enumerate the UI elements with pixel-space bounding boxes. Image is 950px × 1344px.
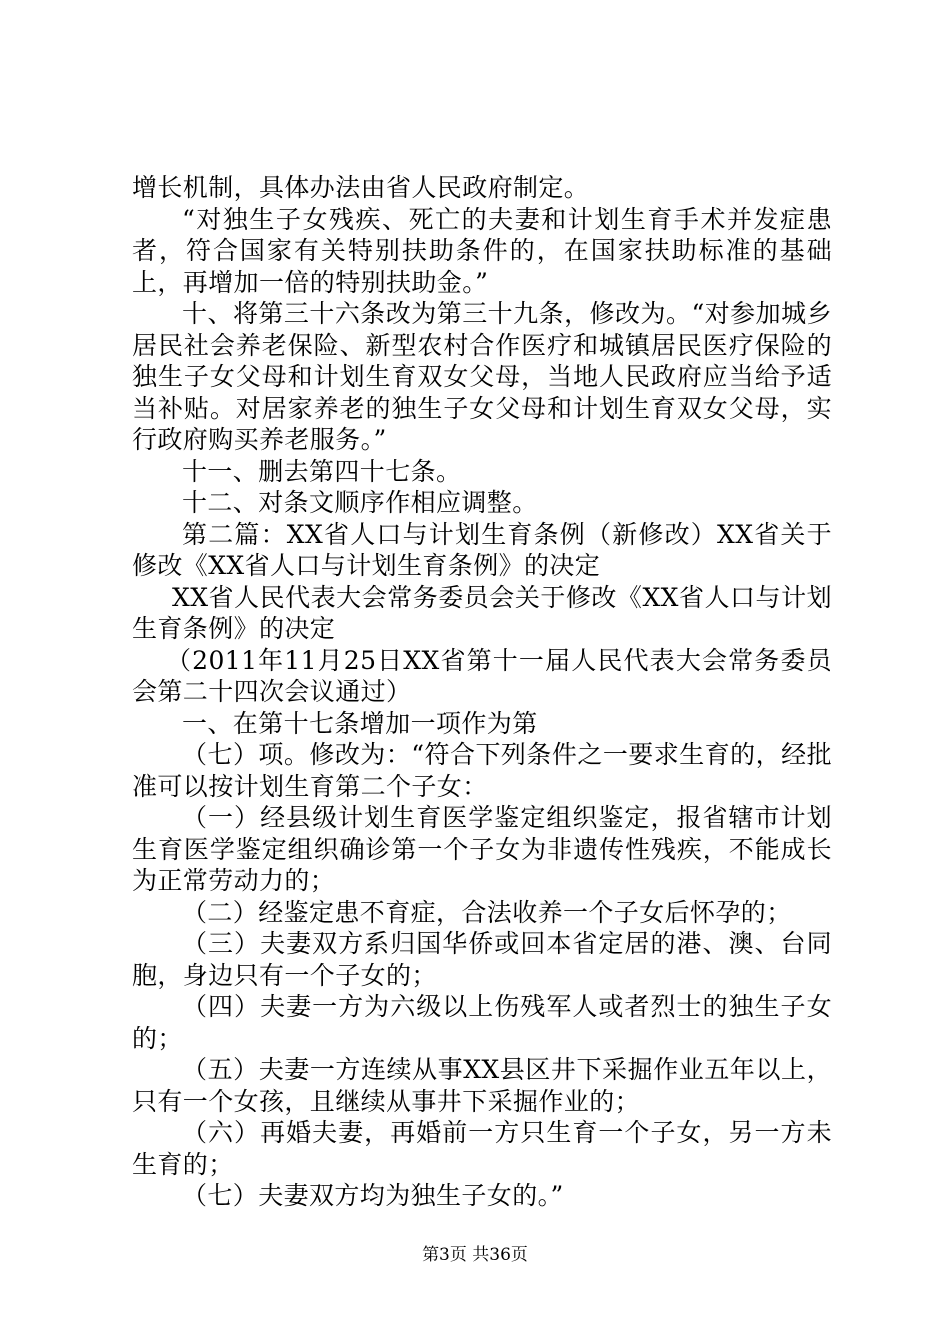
paragraph-5: 十二、对条文顺序作相应调整。 (182, 488, 538, 517)
paragraph-15: （五）夫妻一方连续从事XX县区井下采掘作业五年以上，只有一个女孩，且继续从事井下采掘作业的； (132, 1055, 832, 1116)
document-body (132, 172, 832, 1212)
paragraph-14: （四）夫妻一方为六级以上伤残军人或者烈士的独生子女的； (132, 992, 832, 1053)
paragraph-8: （2011年11月25日XX省第十一届人民代表大会常务委员会第二十四次会议通过） (132, 645, 832, 706)
paragraph-2: “对独生子女残疾、死亡的夫妻和计划生育手术并发症患者，符合国家有关特别扶助条件的，在国家扶助标准的基础上，再增加一倍的特别扶助金。” (132, 204, 832, 297)
paragraph-6: 第二篇：XX省人口与计划生育条例（新修改）XX省关于修改《XX省人口与计划生育条例》的决定 (132, 519, 832, 580)
paragraph-7: XX省人民代表大会常务委员会关于修改《XX省人口与计划生育条例》的决定 (132, 582, 832, 643)
paragraph-3: 十、将第三十六条改为第三十九条，修改为。“对参加城乡居民社会养老保险、新型农村合作医疗和城镇居民医疗保险的独生子女父母和计划生育双女父母，当地人民政府应当给予适当补贴。对居家养老的独生子女父母和计划生育双女父母，实行政府购买养老服务。” (132, 299, 832, 454)
paragraph-16: （六）再婚夫妻，再婚前一方只生育一个子女，另一方未生育的； (132, 1118, 832, 1179)
paragraph-17: （七）夫妻双方均为独生子女的。” (182, 1181, 564, 1210)
paragraph-4: 十一、删去第四十七条。 (182, 456, 462, 486)
paragraph-1: 增长机制，具体办法由省人民政府制定。 (132, 173, 590, 202)
paragraph-9: 一、在第十七条增加一项作为第 (182, 708, 538, 738)
paragraph-10: （七）项。修改为：“符合下列条件之一要求生育的，经批准可以按计划生育第二个子女： (132, 740, 832, 801)
paragraph-11: （一）经县级计划生育医学鉴定组织鉴定，报省辖市计划生育医学鉴定组织确诊第一个子女为非遗传性残疾，不能成长为正常劳动力的； (132, 803, 832, 895)
paragraph-12: （二）经鉴定患不育症，合法收养一个子女后怀孕的； (182, 897, 792, 927)
paragraph-13: （三）夫妻双方系归国华侨或回本省定居的港、澳、台同胞，身边只有一个子女的； (132, 929, 832, 990)
page-footer: 第3页 共36页 (422, 1245, 528, 1265)
